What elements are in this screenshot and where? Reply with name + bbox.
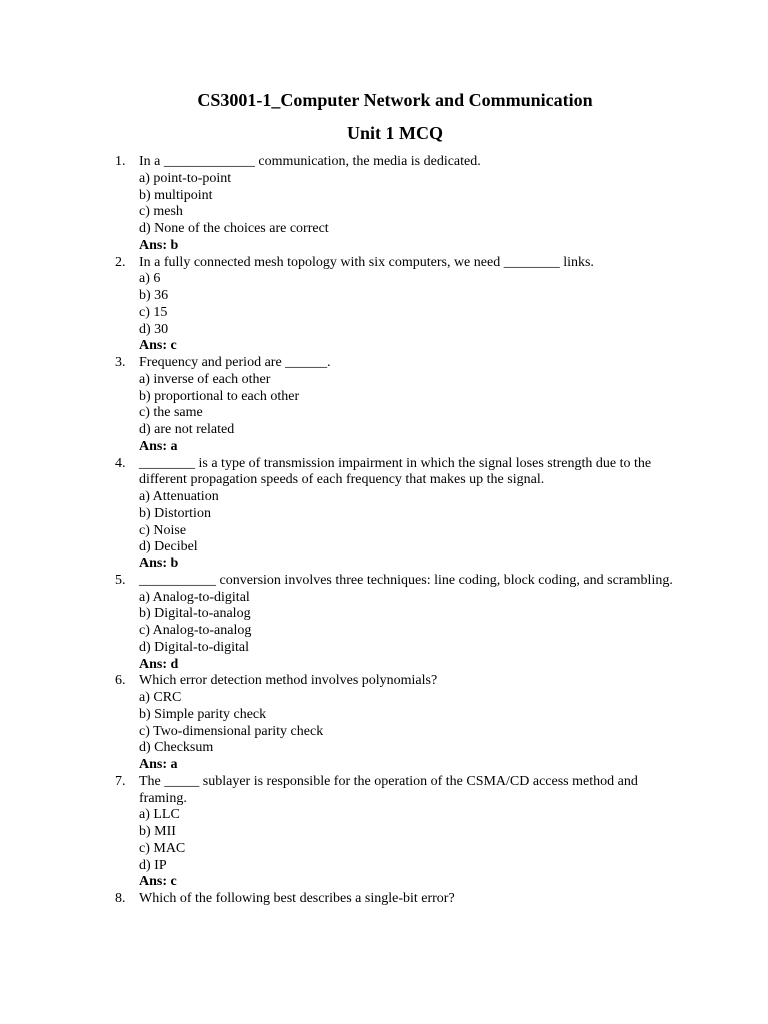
question-number: 5. [115, 572, 126, 588]
option-b: b) MII [139, 824, 176, 839]
answer-key: Ans: a [139, 757, 178, 772]
option-a: a) point-to-point [139, 170, 232, 186]
document-subtitle: Unit 1 MCQ [347, 123, 443, 143]
option-d: d) IP [139, 857, 167, 873]
option-c: c) mesh [139, 204, 183, 220]
option-b: b) 36 [139, 288, 169, 303]
option-d: d) Digital-to-digital [139, 639, 250, 655]
question-number: 3. [115, 355, 126, 370]
document-title: CS3001-1_Computer Network and Communication [197, 90, 593, 110]
question-3 [0, 355, 679, 456]
option-a: a) CRC [139, 690, 182, 705]
option-b: b) Distortion [139, 505, 211, 521]
option-b: b) proportional to each other [139, 388, 300, 404]
option-a: a) inverse of each other [139, 371, 271, 387]
option-b: b) Simple parity check [139, 706, 267, 722]
option-a: a) Analog-to-digital [139, 589, 250, 605]
answer-key: Ans: c [139, 338, 177, 354]
option-b: b) Digital-to-analog [139, 606, 251, 622]
option-d: d) Checksum [139, 740, 214, 756]
option-c: c) Noise [139, 522, 187, 538]
question-text: ___________ conversion involves three techniques: line coding, block coding, and scrambling. [139, 572, 673, 588]
answer-key: Ans: c [139, 874, 177, 890]
question-7 [0, 774, 679, 891]
option-d: d) Decibel [139, 539, 198, 555]
option-c: c) Two-dimensional parity check [139, 723, 324, 739]
question-2 [0, 255, 679, 356]
question-4 [0, 456, 679, 573]
question-1 [0, 154, 679, 255]
question-text: Which error detection method involves polynomials? [139, 673, 438, 689]
question-text: Frequency and period are ______. [139, 355, 331, 370]
answer-key: Ans: d [139, 656, 179, 672]
option-c: c) the same [139, 405, 203, 421]
question-number: 4. [115, 455, 126, 471]
question-number: 8. [115, 891, 126, 906]
option-d: d) are not related [139, 422, 235, 437]
question-number: 7. [115, 773, 126, 789]
question-5 [0, 573, 679, 674]
answer-key: Ans: a [139, 438, 178, 454]
question-number: 6. [115, 673, 126, 689]
question-text: The _____ sublayer is responsible for the operation of the CSMA/CD access method and framing. [139, 773, 638, 806]
option-c: c) MAC [139, 840, 186, 856]
question-text: ________ is a type of transmission impairment in which the signal loses strength due to the different propagation speeds of each frequency that makes up the signal. [139, 455, 652, 488]
option-a: a) Attenuation [139, 489, 219, 504]
option-b: b) multipoint [139, 187, 213, 203]
option-c: c) Analog-to-analog [139, 623, 252, 638]
question-text: In a _____________ communication, the media is dedicated. [139, 154, 481, 169]
question-list [0, 154, 768, 908]
option-d: d) None of the choices are correct [139, 221, 329, 236]
question-number: 1. [115, 154, 126, 169]
question-text: In a fully connected mesh topology with six computers, we need ________ links. [139, 254, 594, 270]
question-6 [0, 673, 679, 774]
question-8 [0, 891, 679, 908]
question-text: Which of the following best describes a single-bit error? [139, 891, 455, 906]
option-c: c) 15 [139, 304, 168, 320]
option-d: d) 30 [139, 321, 169, 337]
question-number: 2. [115, 254, 126, 270]
answer-key: Ans: b [139, 237, 179, 253]
option-a: a) LLC [139, 807, 180, 823]
answer-key: Ans: b [139, 556, 179, 571]
option-a: a) 6 [139, 271, 161, 287]
